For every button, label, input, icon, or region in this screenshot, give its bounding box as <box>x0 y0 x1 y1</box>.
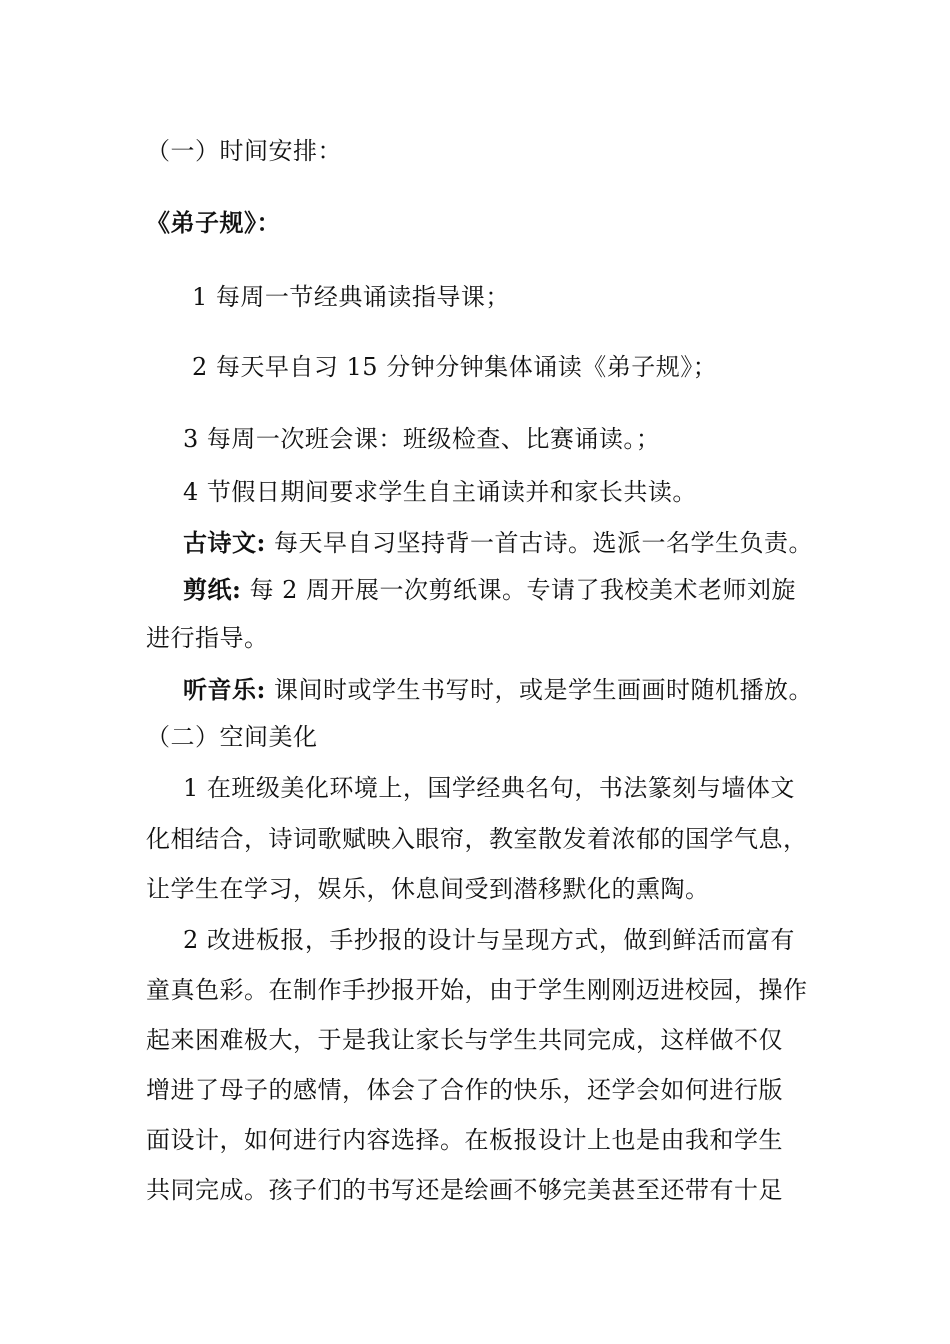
space-para2-line6: 共同完成。孩子们的书写还是绘画不够完美甚至还带有十足 <box>146 1176 783 1204</box>
section-heading-space: （二）空间美化 <box>146 723 318 751</box>
space-para2-line4: 增进了母子的感情，体会了合作的快乐，还学会如何进行版 <box>146 1076 783 1104</box>
dizigui-item-4: 4 节假日期间要求学生自主诵读并和家长共读。 <box>183 478 697 506</box>
tingyinyue-text: 课间时或学生书写时，或是学生画画时随机播放。 <box>265 676 813 704</box>
dizigui-item-2: 2 每天早自习 15 分钟分钟集体诵读《弟子规》； <box>192 353 718 381</box>
gushiwen-text: 每天早自习坚持背一首古诗。选派一名学生负责。 <box>265 529 813 557</box>
space-para2-line5: 面设计，如何进行内容选择。在板报设计上也是由我和学生 <box>146 1126 783 1154</box>
gushiwen-paragraph <box>183 528 813 558</box>
space-para1-line1: 1 在班级美化环境上，国学经典名句，书法篆刻与墙体文 <box>183 774 795 802</box>
space-para2-line1: 2 改进板报，手抄报的设计与呈现方式，做到鲜活而富有 <box>183 926 795 954</box>
section-heading-time: （一）时间安排： <box>146 137 342 165</box>
space-para1-line3: 让学生在学习，娱乐，休息间受到潜移默化的熏陶。 <box>146 875 710 903</box>
tingyinyue-paragraph <box>183 675 813 705</box>
jianzhi-paragraph <box>183 575 796 605</box>
jianzhi-text-line2: 进行指导。 <box>146 624 269 652</box>
jianzhi-text-line1: 每 2 周开展一次剪纸课。专请了我校美术老师刘旋 <box>241 576 797 604</box>
gushiwen-label: 古诗文: <box>183 528 266 557</box>
space-para2-line3: 起来困难极大，于是我让家长与学生共同完成，这样做不仅 <box>146 1026 783 1054</box>
jianzhi-label: 剪纸: <box>183 575 242 604</box>
dizigui-item-3: 3 每周一次班会课：班级检查、比赛诵读。； <box>183 425 661 453</box>
space-para2-line2: 童真色彩。在制作手抄报开始，由于学生刚刚迈进校园，操作 <box>146 976 808 1004</box>
dizigui-item-1: 1 每周一节经典诵读指导课； <box>192 283 510 311</box>
space-para1-line2: 化相结合，诗词歌赋映入眼帘，教室散发着浓郁的国学气息， <box>146 825 808 853</box>
tingyinyue-label: 听音乐: <box>183 675 266 704</box>
dizigui-title: 《弟子规》： <box>146 208 281 237</box>
